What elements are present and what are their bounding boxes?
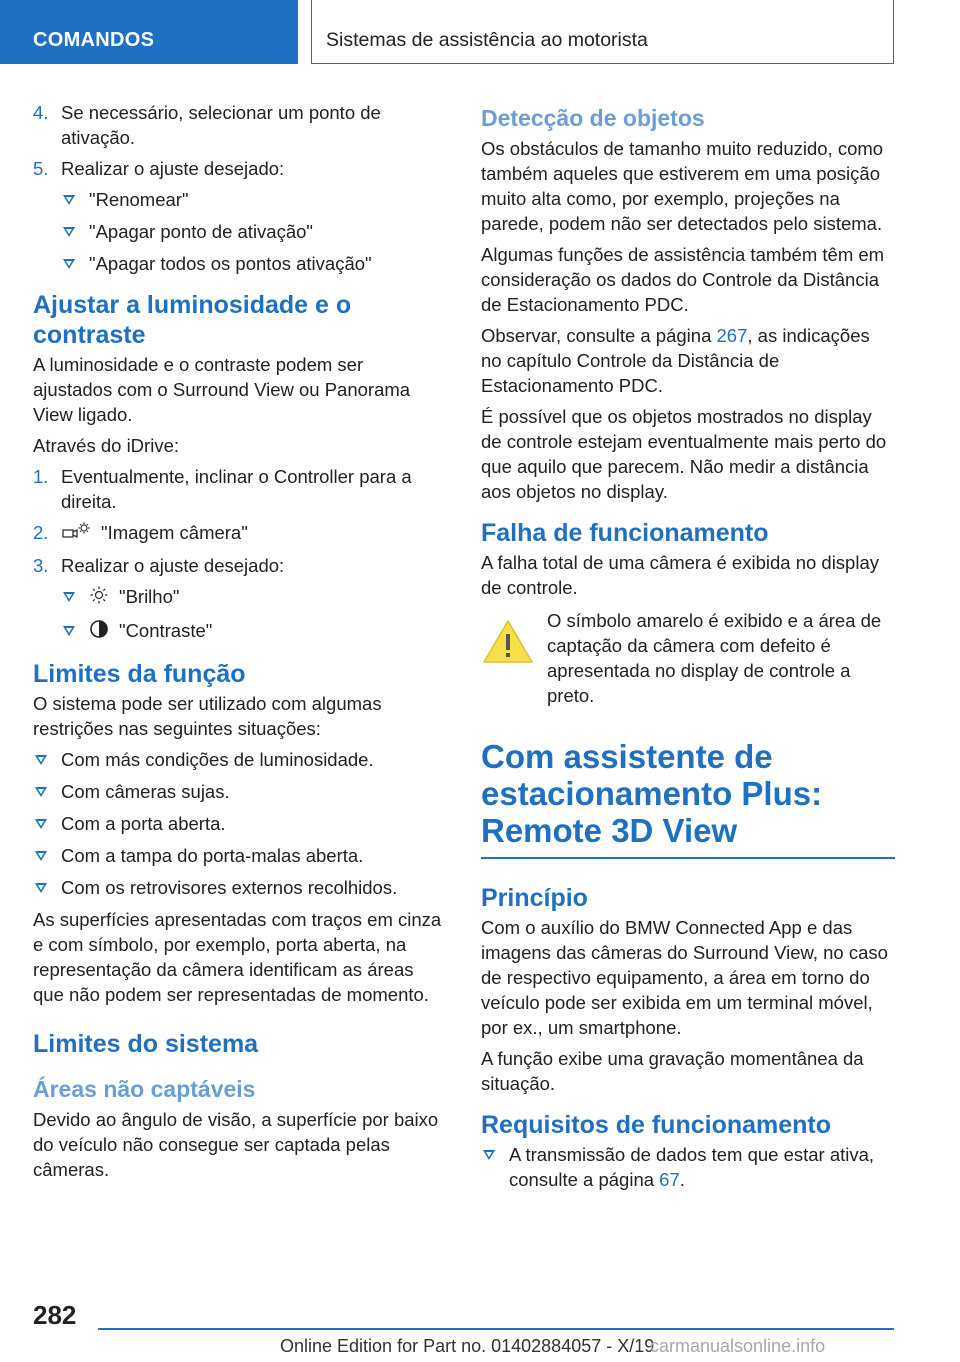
footer-rule <box>98 1328 894 1330</box>
option-delete-all <box>61 251 447 276</box>
bullet-triangle-icon <box>35 787 47 797</box>
heading-system-limits: Limites do sistema <box>33 1030 259 1059</box>
paragraph-detection-2: Algumas funções de assistência também têm em consideração os dados do Controle da Distância de Estacionamento PDC. <box>481 244 885 315</box>
limit-item <box>33 779 447 804</box>
paragraph-principle-2: A função exibe uma gravação momentânea da situação. <box>481 1047 864 1094</box>
step-number: 4. <box>33 102 49 123</box>
step-text: Eventualmente, inclinar o Controller para a direita. <box>61 466 412 512</box>
requirement-item <box>481 1142 895 1192</box>
bullet-triangle-icon <box>35 819 47 829</box>
paragraph-detection-1: Os obstáculos de tamanho muito reduzido, como também aqueles que estiverem em uma posição muito alta como, por exemplo, projeções na parede, podem não ser detectados pelo sistema. <box>481 138 884 234</box>
heading-requirements: Requisitos de funcionamento <box>481 1110 832 1139</box>
step-2 <box>33 520 447 547</box>
option-delete-point <box>61 219 447 244</box>
paragraph-uncapturable-areas: Devido ao ângulo de visão, a superfície por baixo do veículo não consegue ser captada pelas câmeras. <box>33 1109 439 1181</box>
heading-object-detection: Detecção de objetos <box>481 105 705 131</box>
bullet-triangle-icon <box>63 227 75 237</box>
limit-item <box>33 747 447 772</box>
step-4 <box>33 100 447 150</box>
limit-text: Com os retrovisores externos recolhidos. <box>61 877 398 899</box>
paragraph-malfunction: A falha total de uma câmera é exibida no display de controle. <box>481 552 879 598</box>
step-number: 1. <box>33 466 49 487</box>
heading-uncapturable-areas: Áreas não captáveis <box>33 1076 256 1103</box>
paragraph-principle-1: Com o auxílio do BMW Connected App e das imagens das câmeras do Surround View, no caso de respectivo equipamento, a área em torno do veículo pode ser exibida em um terminal móvel, por ex., um smartphone. <box>481 916 888 1038</box>
right-column <box>481 100 895 1199</box>
step-number: 2. <box>33 522 49 543</box>
limit-item <box>33 811 447 836</box>
bullet-triangle-icon <box>35 851 47 861</box>
camera-settings-icon <box>61 521 91 547</box>
option-rename <box>61 187 447 212</box>
option-text: "Contraste" <box>119 620 213 642</box>
paragraph-warning: O símbolo amarelo é exibido e a área de captação da câmera com defeito é apresentada no display de controle a preto. <box>547 610 882 706</box>
header-section-label: COMANDOS <box>33 29 155 51</box>
heading-function-limits: Limites da função <box>33 660 246 689</box>
limit-text: Com a porta aberta. <box>61 813 226 835</box>
step-5 <box>33 156 447 181</box>
limit-text: Com a tampa do porta-malas aberta. <box>61 845 364 867</box>
bullet-triangle-icon <box>35 883 47 893</box>
page-link-267[interactable]: 267 <box>716 325 748 346</box>
contrast-icon <box>89 619 109 645</box>
step-1 <box>33 464 447 514</box>
step-text: Realizar o ajuste desejado: <box>61 555 285 577</box>
text-segment: Observar, consulte a página <box>481 325 717 346</box>
bullet-triangle-icon <box>63 195 75 205</box>
limit-item <box>33 843 447 868</box>
header-chapter-label: Sistemas de assistência ao motorista <box>326 29 648 51</box>
paragraph-function-limits: O sistema pode ser utilizado com algumas restrições nas seguintes situações: <box>33 693 382 740</box>
step-number: 5. <box>33 158 49 179</box>
option-brightness <box>61 584 447 611</box>
header-section-tab <box>0 0 298 64</box>
bullet-triangle-icon <box>63 592 75 602</box>
left-column <box>33 100 447 1188</box>
paragraph-idrive: Através do iDrive: <box>33 435 179 456</box>
limit-item <box>33 875 447 900</box>
option-text: "Renomear" <box>89 189 189 210</box>
step-3 <box>33 553 447 578</box>
option-text: "Apagar ponto de ativação" <box>89 221 313 242</box>
step-number: 3. <box>33 555 49 577</box>
heading-malfunction: Falha de funcionamento <box>481 519 769 547</box>
heading-rule <box>481 857 895 859</box>
warning-note <box>481 608 895 708</box>
heading-remote-3d-view: Com assistente de estacionamento Plus: Remote 3D View <box>481 738 823 849</box>
bullet-triangle-icon <box>35 755 47 765</box>
option-text: "Apagar todos os pontos ativação" <box>89 253 372 274</box>
step-text: Se necessário, selecionar um ponto de ativação. <box>61 102 381 148</box>
step-text: Realizar o ajuste desejado: <box>61 158 285 179</box>
bullet-triangle-icon <box>483 1150 495 1160</box>
warning-triangle-icon <box>481 618 535 666</box>
text-segment: , as indicações no capítulo Controle da Distância de Estacionamento PDC. <box>481 325 870 396</box>
bullet-triangle-icon <box>63 259 75 269</box>
header-chapter-box <box>311 0 894 64</box>
bullet-triangle-icon <box>63 626 75 636</box>
step-text: "Imagem câmera" <box>101 522 248 543</box>
limit-text: Com más condições de luminosidade. <box>61 749 374 771</box>
footer-edition: Online Edition for Part no. 01402884057 - X/19 <box>280 1336 655 1356</box>
paragraph-detection-3 <box>481 323 895 398</box>
paragraph-detection-4: É possível que os objetos mostrados no display de controle estejam eventualmente mais perto do que aquilo que parecem. Não medir a distância aos objetos no display. <box>481 406 887 502</box>
option-text: "Brilho" <box>119 586 180 608</box>
paragraph-grey-areas: As superfícies apresentadas com traços em cinza e com símbolo, por exemplo, porta aberta, na representação da câmera identificam as áreas que não podem ser representadas de momento. <box>33 909 442 1006</box>
page-link-67[interactable]: 67 <box>659 1168 680 1190</box>
heading-brightness-contrast: Ajustar a luminosidade e o contraste <box>33 291 352 349</box>
page-number: 282 <box>33 1300 77 1330</box>
option-contrast <box>61 618 447 645</box>
paragraph-brightness: A luminosidade e o contraste podem ser ajustados com o Surround View ou Panorama View ligado. <box>33 354 411 425</box>
sun-icon <box>89 585 109 611</box>
requirement-text: A transmissão de dados tem que estar ativa, consulte a página <box>509 1143 875 1190</box>
heading-principle: Princípio <box>481 883 588 912</box>
watermark: carmanualsonline.info <box>650 1336 826 1356</box>
requirement-text-end: . <box>679 1168 685 1190</box>
limit-text: Com câmeras sujas. <box>61 781 230 803</box>
